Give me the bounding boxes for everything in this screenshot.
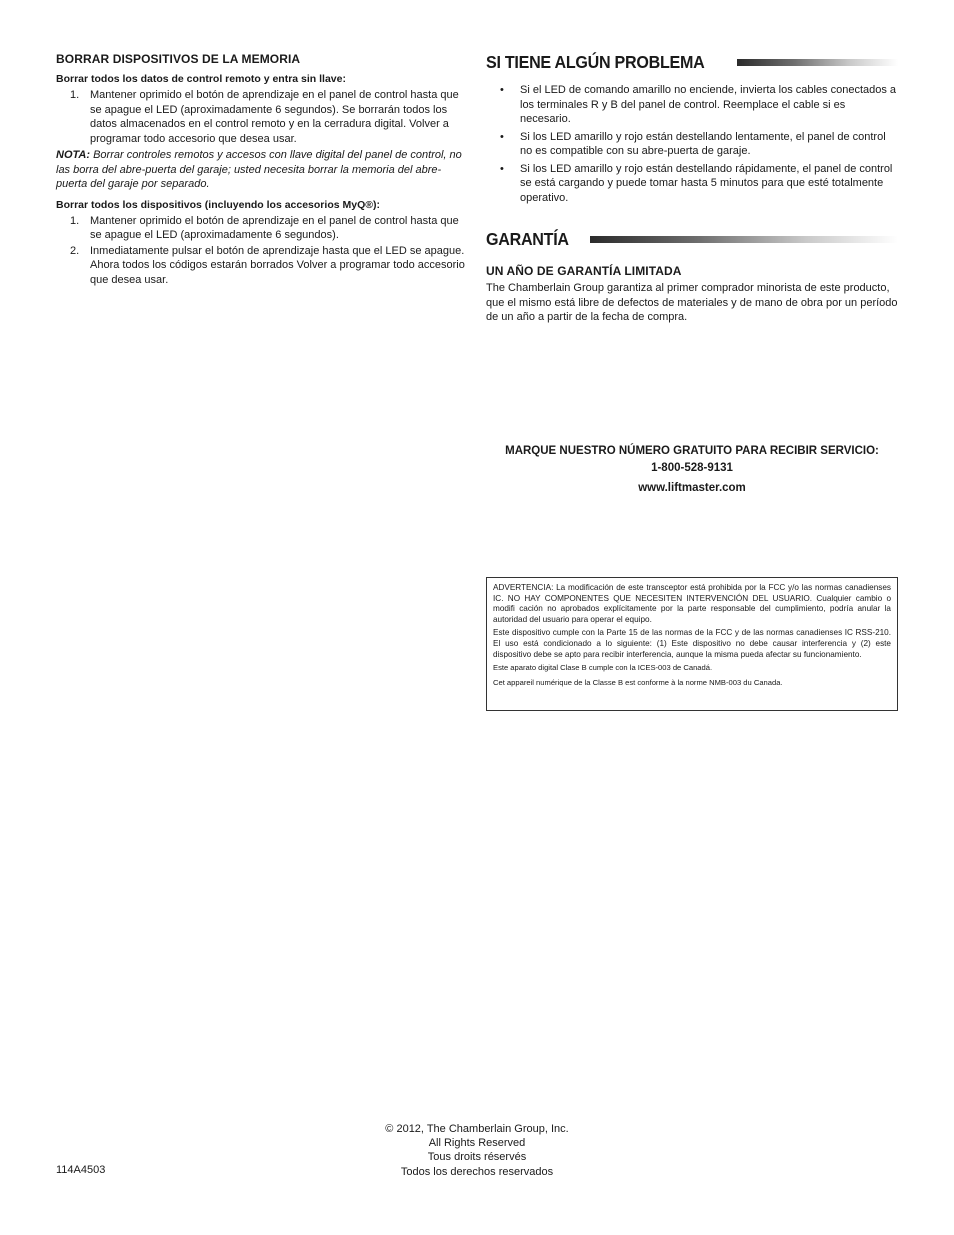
clear-all-subheading: Borrar todos los dispositivos (incluyendo los accesorios MyQ®): <box>56 198 380 211</box>
rights-fr: Tous droits réservés <box>427 1151 527 1164</box>
list-item <box>56 214 466 243</box>
note-text: Borrar controles remotos y accesos con llave digital del panel de control, no las borra del abre-puerta del garaje; usted necesita borrar la memoria del abre-puerta del garaje por separado. <box>56 149 462 190</box>
right-column <box>486 52 898 494</box>
list-item <box>486 162 898 206</box>
bullet-icon: • <box>500 84 504 96</box>
warning-paragraph: ADVERTENCIA: La modificación de este transceptor está prohibida por la FCC y/o las normas canadienses IC. NO HAY COMPONENTES QUE NECESITEN INTERVENCIÓN DEL USUARIO. Cualquier cambio o modifi cación no aprobados explícitamente por la parte responsable del cumplimiento, podría anular la autoridad del usuario para operar el equipo. <box>493 583 891 624</box>
gradient-rule <box>590 236 898 243</box>
note-label: NOTA: <box>56 149 91 161</box>
warranty-text: The Chamberlain Group garantiza al primer comprador minorista de este producto, que el mismo está libre de defectos de materiales y de mano de obra por un período de un año a partir de la fecha de compra. <box>486 282 898 323</box>
problem-list <box>486 83 898 205</box>
problem-item-text: Si los LED amarillo y rojo están destellando lentamente, el panel de control no es compatible con su abre-puerta de garaje. <box>520 130 886 157</box>
gradient-rule <box>737 59 898 66</box>
problem-title: SI TIENE ALGÚN PROBLEMA <box>486 52 705 72</box>
problem-item-text: Si los LED amarillo y rojo están destellando rápidamente, el panel de control se está cargando y puede tomar hasta 5 minutos para que esté totalmente operativo. <box>520 162 893 204</box>
document-code: 114A4503 <box>56 1164 106 1176</box>
rights-en: All Rights Reserved <box>428 1137 526 1150</box>
list-item <box>56 244 466 288</box>
memory-clear-heading: BORRAR DISPOSITIVOS DE LA MEMORIA <box>56 52 301 66</box>
list-item <box>486 83 898 127</box>
bullet-icon: • <box>500 162 504 175</box>
warranty-title: GARANTÍA <box>486 229 569 249</box>
regulatory-warning-box <box>486 577 898 711</box>
problem-item-text: Si el LED de comando amarillo no enciende, invierta los cables conectados a los terminales R y B del panel de control. Reemplace el cable si es necesario. <box>520 84 897 125</box>
step-text: Mantener oprimido el botón de aprendizaje en el panel de control hasta que se apague el LED (aproximadamente 6 segundos). <box>90 214 459 241</box>
nmb-paragraph: Cet appareil numérique de la Classe B est conforme à la norme NMB-003 du Canada. <box>493 677 783 687</box>
clear-remotes-subheading: Borrar todos los datos de control remoto y entra sin llave: <box>56 73 346 85</box>
copyright-block <box>327 1122 627 1179</box>
copyright-line: © 2012, The Chamberlain Group, Inc. <box>385 1123 569 1135</box>
step-text: Inmediatamente pulsar el botón de aprendizaje hasta que el LED se apague. Ahora todos los códigos estarán borrados Volver a programar todo accesorio que desea usar. <box>90 244 465 286</box>
service-block <box>486 443 898 494</box>
rights-es: Todos los derechos reservados <box>400 1165 554 1178</box>
clear-all-steps <box>56 214 466 288</box>
list-item <box>486 130 898 159</box>
list-item <box>56 88 466 146</box>
service-line: MARQUE NUESTRO NÚMERO GRATUITO PARA RECIBIR SERVICIO: <box>505 444 879 457</box>
warranty-subtitle: UN AÑO DE GARANTÍA LIMITADA <box>486 264 682 278</box>
bullet-icon: • <box>500 130 504 143</box>
memory-clear-section <box>56 52 466 289</box>
fcc-paragraph: Este dispositivo cumple con la Parte 15 de las normas de la FCC y de las normas canadienses IC RSS-210. El uso está condicionado a lo siguiente: (1) Este dispositivo no debe causar interferencia y (2) este dispositivo debe se apto para recibir interferencia, aunque la misma pueda afectar su funcionamiento. <box>493 628 891 659</box>
website-link[interactable]: www.liftmaster.com <box>638 481 746 494</box>
clear-remotes-steps <box>56 88 466 146</box>
step-number: 1. <box>70 214 80 227</box>
step-number: 2. <box>70 244 80 257</box>
problem-section-header <box>486 52 898 73</box>
step-text: Mantener oprimido el botón de aprendizaje en el panel de control hasta que se apague el LED (aproximadamente 6 segundos). Se borrarán todos los datos almacenados en el control remoto y en la cerradura digital. Volver a programar todo accesorio que desea usar. <box>90 89 459 145</box>
ices-paragraph: Este aparato digital Clase B cumple con la ICES-003 de Canadá. <box>493 663 713 673</box>
step-number: 1. <box>70 89 80 101</box>
warranty-section-header <box>486 229 898 250</box>
note-paragraph <box>56 148 466 192</box>
service-phone: 1-800-528-9131 <box>651 461 733 474</box>
